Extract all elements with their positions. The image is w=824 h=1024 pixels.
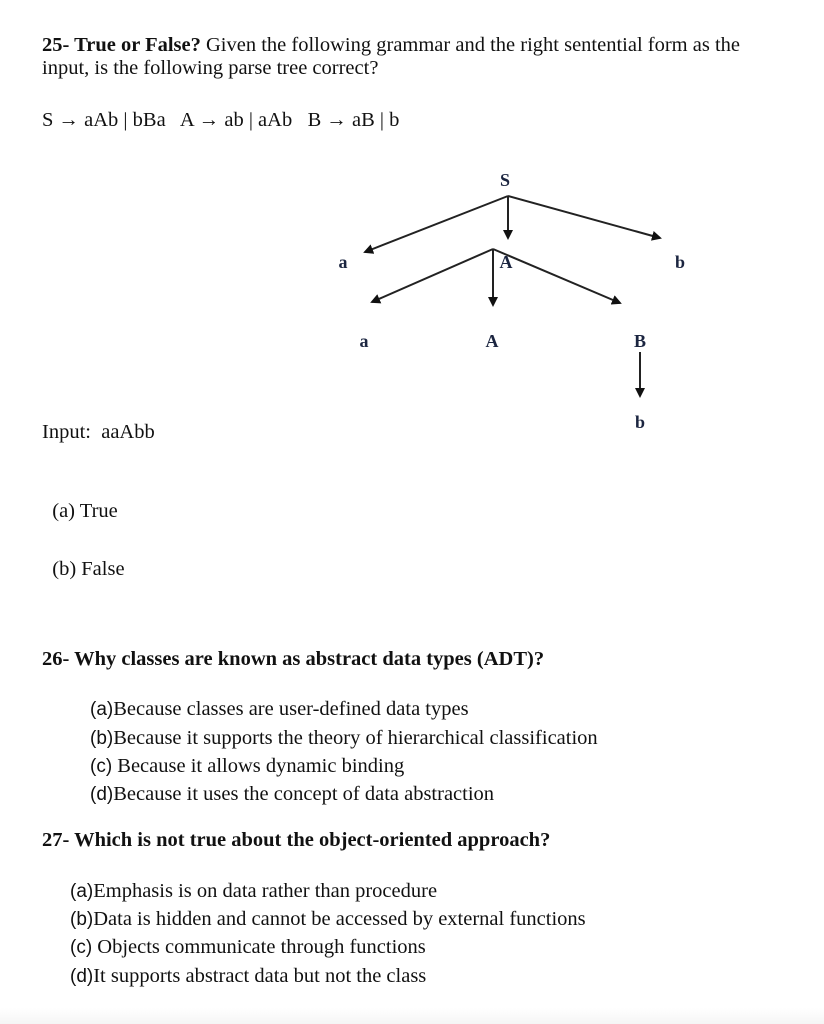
node-A-level2: A (485, 331, 499, 351)
input-string: Input: aaAbb (42, 421, 155, 443)
node-b-level3: b (634, 412, 646, 432)
option-27-c[interactable] (70, 933, 426, 962)
option-text: True (79, 500, 118, 522)
option-label: (d) (70, 966, 94, 987)
node-B-level2: B (633, 331, 647, 351)
page-bottom-edge (0, 1008, 824, 1024)
option-label: (a) (70, 881, 94, 902)
option-27-d[interactable] (70, 962, 426, 991)
option-text: It supports abstract data but not the class (93, 965, 427, 987)
node-A-level1: A (499, 252, 513, 272)
option-26-b[interactable] (90, 724, 598, 753)
option-text: Because it allows dynamic binding (117, 755, 405, 777)
question-number: 25- True or False? (42, 34, 201, 56)
option-text: Because it supports the theory of hierarchical classification (113, 727, 598, 749)
grammar-rules: S → aAb | bBa A → ab | aAb B → aB | b (42, 109, 400, 131)
option-text: Data is hidden and cannot be accessed by external functions (93, 908, 586, 930)
option-label: (b) (70, 909, 94, 930)
option-26-d[interactable] (90, 780, 494, 809)
option-25-a[interactable] (42, 477, 118, 523)
option-27-b[interactable] (70, 905, 586, 934)
option-label: (a) (52, 500, 76, 522)
option-label: (b) (90, 728, 114, 749)
node-a-level2: a (359, 331, 369, 351)
option-25-b[interactable] (42, 535, 125, 581)
option-text: Because classes are user-defined data types (113, 698, 469, 720)
option-label: (b) (52, 558, 77, 580)
edge-s-b (508, 196, 660, 238)
option-26-a[interactable] (90, 695, 469, 724)
option-text: Objects communicate through functions (97, 936, 426, 958)
option-text: False (81, 558, 125, 580)
option-text: Because it uses the concept of data abstraction (113, 783, 495, 805)
node-b-level1: b (674, 252, 686, 272)
edge-s-a (365, 196, 508, 252)
edge-A-a (372, 249, 493, 302)
option-27-a[interactable] (70, 877, 437, 906)
question-26-heading: 26- Why classes are known as abstract data types (ADT)? (42, 648, 545, 670)
parse-tree-diagram (0, 0, 824, 450)
node-S: S (499, 170, 511, 190)
option-label: (d) (90, 784, 114, 805)
question-text: Given the following grammar and the right sentential form as the input, is the following parse tree correct? (42, 34, 740, 79)
option-text: Emphasis is on data rather than procedure (93, 880, 438, 902)
option-label: (a) (90, 699, 114, 720)
node-a-level1: a (338, 252, 348, 272)
question-27-heading: 27- Which is not true about the object-oriented approach? (42, 829, 551, 851)
option-label: (c) (90, 756, 113, 777)
option-label: (c) (70, 937, 93, 958)
option-26-c[interactable] (90, 752, 404, 781)
